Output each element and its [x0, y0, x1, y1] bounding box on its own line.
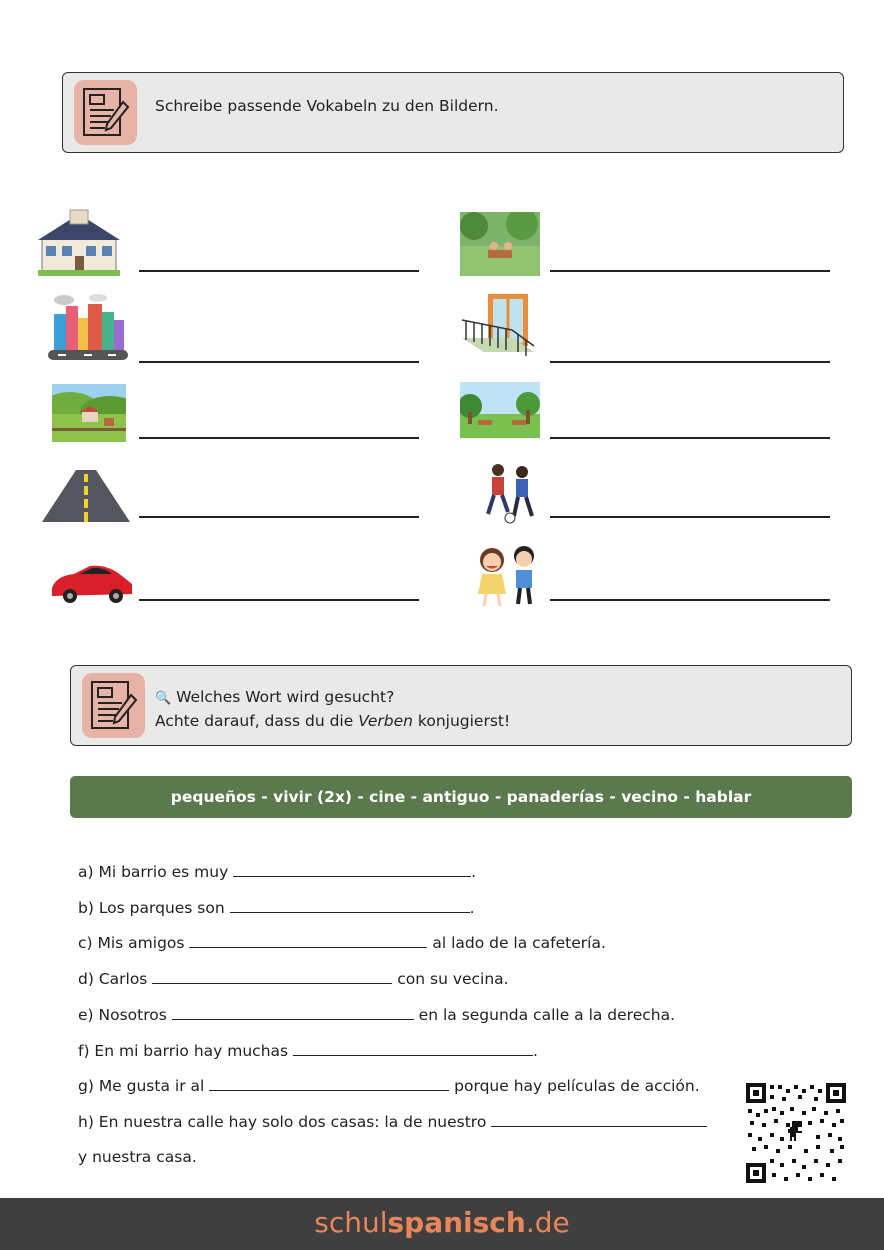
city-icon	[48, 292, 128, 364]
sentence-g: g) Me gusta ir al porque hay películas de acción.	[78, 1077, 700, 1095]
blank-input[interactable]	[152, 969, 392, 984]
answer-line[interactable]	[139, 599, 419, 601]
task-instruction-text: 🔍 Welches Wort wird gesucht? Achte darauf, dass du die Verben konjugierst!	[155, 688, 511, 730]
sentence-h-continued: y nuestra casa.	[78, 1148, 197, 1166]
kids-laughing-icon	[474, 540, 544, 608]
park-icon	[460, 382, 540, 438]
blank-input[interactable]	[230, 898, 470, 913]
sentence-a: a) Mi barrio es muy .	[78, 863, 477, 881]
answer-line[interactable]	[550, 516, 830, 518]
road-icon	[42, 468, 130, 524]
sentence-c: c) Mis amigos al lado de la cafetería.	[78, 934, 606, 952]
blank-input[interactable]	[491, 1112, 707, 1127]
balcony-icon	[458, 290, 538, 366]
blank-input[interactable]	[209, 1076, 449, 1091]
worksheet-pencil-icon	[74, 80, 137, 145]
sentence-b: b) Los parques son .	[78, 899, 475, 917]
park-picnic-icon	[460, 212, 540, 276]
qr-code-icon[interactable]	[744, 1081, 848, 1185]
word-bank: pequeños - vivir (2x) - cine - antiguo - panaderías - vecino - hablar	[70, 776, 852, 818]
task-instruction-box	[62, 72, 844, 153]
answer-line[interactable]	[139, 437, 419, 439]
answer-line[interactable]	[550, 437, 830, 439]
answer-line[interactable]	[550, 270, 830, 272]
sentence-d: d) Carlos con su vecina.	[78, 970, 509, 988]
answer-line[interactable]	[550, 361, 830, 363]
footer-brand: schulspanisch.de	[0, 1198, 884, 1250]
sentence-e: e) Nosotros en la segunda calle a la derecha.	[78, 1006, 676, 1024]
magnifier-icon: 🔍	[155, 691, 172, 706]
answer-line[interactable]	[139, 270, 419, 272]
countryside-icon	[52, 384, 126, 442]
worksheet-pencil-icon	[82, 673, 145, 738]
sentence-h: h) En nuestra calle hay solo dos casas: la de nuestro	[78, 1112, 707, 1131]
blank-input[interactable]	[293, 1041, 533, 1056]
task-instruction-box	[70, 665, 852, 746]
blank-input[interactable]	[172, 1005, 414, 1020]
house-icon	[38, 208, 120, 276]
car-icon	[50, 562, 134, 606]
blank-input[interactable]	[189, 933, 427, 948]
answer-line[interactable]	[139, 516, 419, 518]
task-instruction-text: Schreibe passende Vokabeln zu den Bildern.	[155, 97, 499, 115]
answer-line[interactable]	[550, 599, 830, 601]
kids-playing-football-icon	[480, 462, 540, 524]
blank-input[interactable]	[233, 862, 471, 877]
sentence-f: f) En mi barrio hay muchas .	[78, 1042, 538, 1060]
answer-line[interactable]	[139, 361, 419, 363]
